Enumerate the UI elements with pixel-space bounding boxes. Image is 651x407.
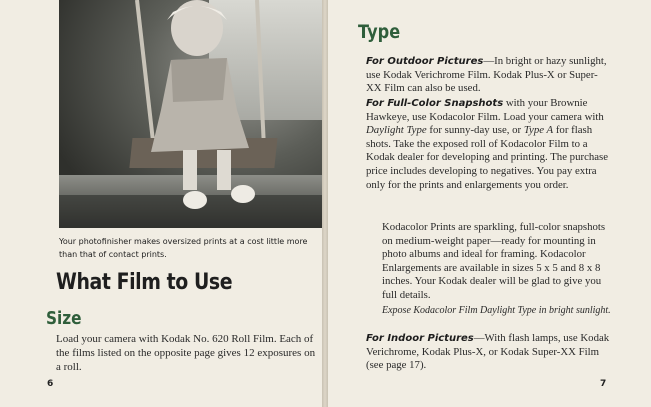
expose-note-text: Expose Kodacolor Film Daylight Type in bright sunlight. bbox=[382, 305, 611, 316]
outdoor-text: —In bright or hazy sunlight, use Kodak Verichrome Film. Kodak Plus-X or Super-XX Film can also be used. bbox=[366, 55, 607, 95]
prints-paragraph bbox=[366, 221, 612, 303]
indoor-paragraph bbox=[366, 332, 612, 373]
fullcolor-paragraph bbox=[366, 97, 612, 192]
fullcolor-lead: For Full-Color Snapshots bbox=[366, 98, 504, 109]
indoor-text: —With flash lamps, use Kodak Verichrome, Kodak Plus-X, or Kodak Super-XX Film (see page 17). bbox=[366, 332, 610, 372]
size-subheading: Size bbox=[46, 308, 82, 329]
prints-text: Kodacolor Prints are sparkling, full-color snapshots on medium-weight paper—ready for mounting in photo albums and ideal for framing. Kodacolor Enlargements are available in sizes 5 x 5 and 8 x 8 inches. Your Kodak dealer will be glad to give you full details. bbox=[382, 221, 606, 301]
type-heading: Type bbox=[358, 21, 401, 43]
fullcolor-text-3: for flash shots. Take the exposed roll of Kodacolor Film to a Kodak dealer for developing and printing. The purchase price includes developing to negatives. You pay extra only for the prints and enlargements you order. bbox=[366, 124, 609, 191]
left-page bbox=[0, 0, 322, 407]
outdoor-lead: For Outdoor Pictures bbox=[366, 56, 484, 67]
fullcolor-text-2: for sunny-day use, or bbox=[426, 124, 524, 137]
child-on-swing-photo bbox=[59, 0, 323, 228]
type-a-text: Type A bbox=[523, 124, 554, 137]
daylight-type-text: Daylight Type bbox=[366, 124, 427, 137]
outdoor-paragraph bbox=[366, 55, 612, 96]
photo-caption: Your photofinisher makes oversized prints at a cost little more than that of contact prints. bbox=[59, 237, 308, 259]
fullcolor-text-1: with your Brownie Hawkeye, use Kodacolor Film. Load your camera with bbox=[366, 97, 604, 123]
indoor-lead: For Indoor Pictures bbox=[366, 333, 474, 344]
page-number-right: 7 bbox=[600, 379, 607, 389]
page-heading: What Film to Use bbox=[56, 270, 233, 295]
page-number-left: 6 bbox=[47, 379, 54, 389]
expose-note bbox=[366, 305, 612, 317]
swing-illustration bbox=[59, 0, 323, 228]
size-paragraph: Load your camera with Kodak No. 620 Roll Film. Each of the films listed on the opposite page gives 12 exposures on a roll. bbox=[56, 333, 316, 373]
